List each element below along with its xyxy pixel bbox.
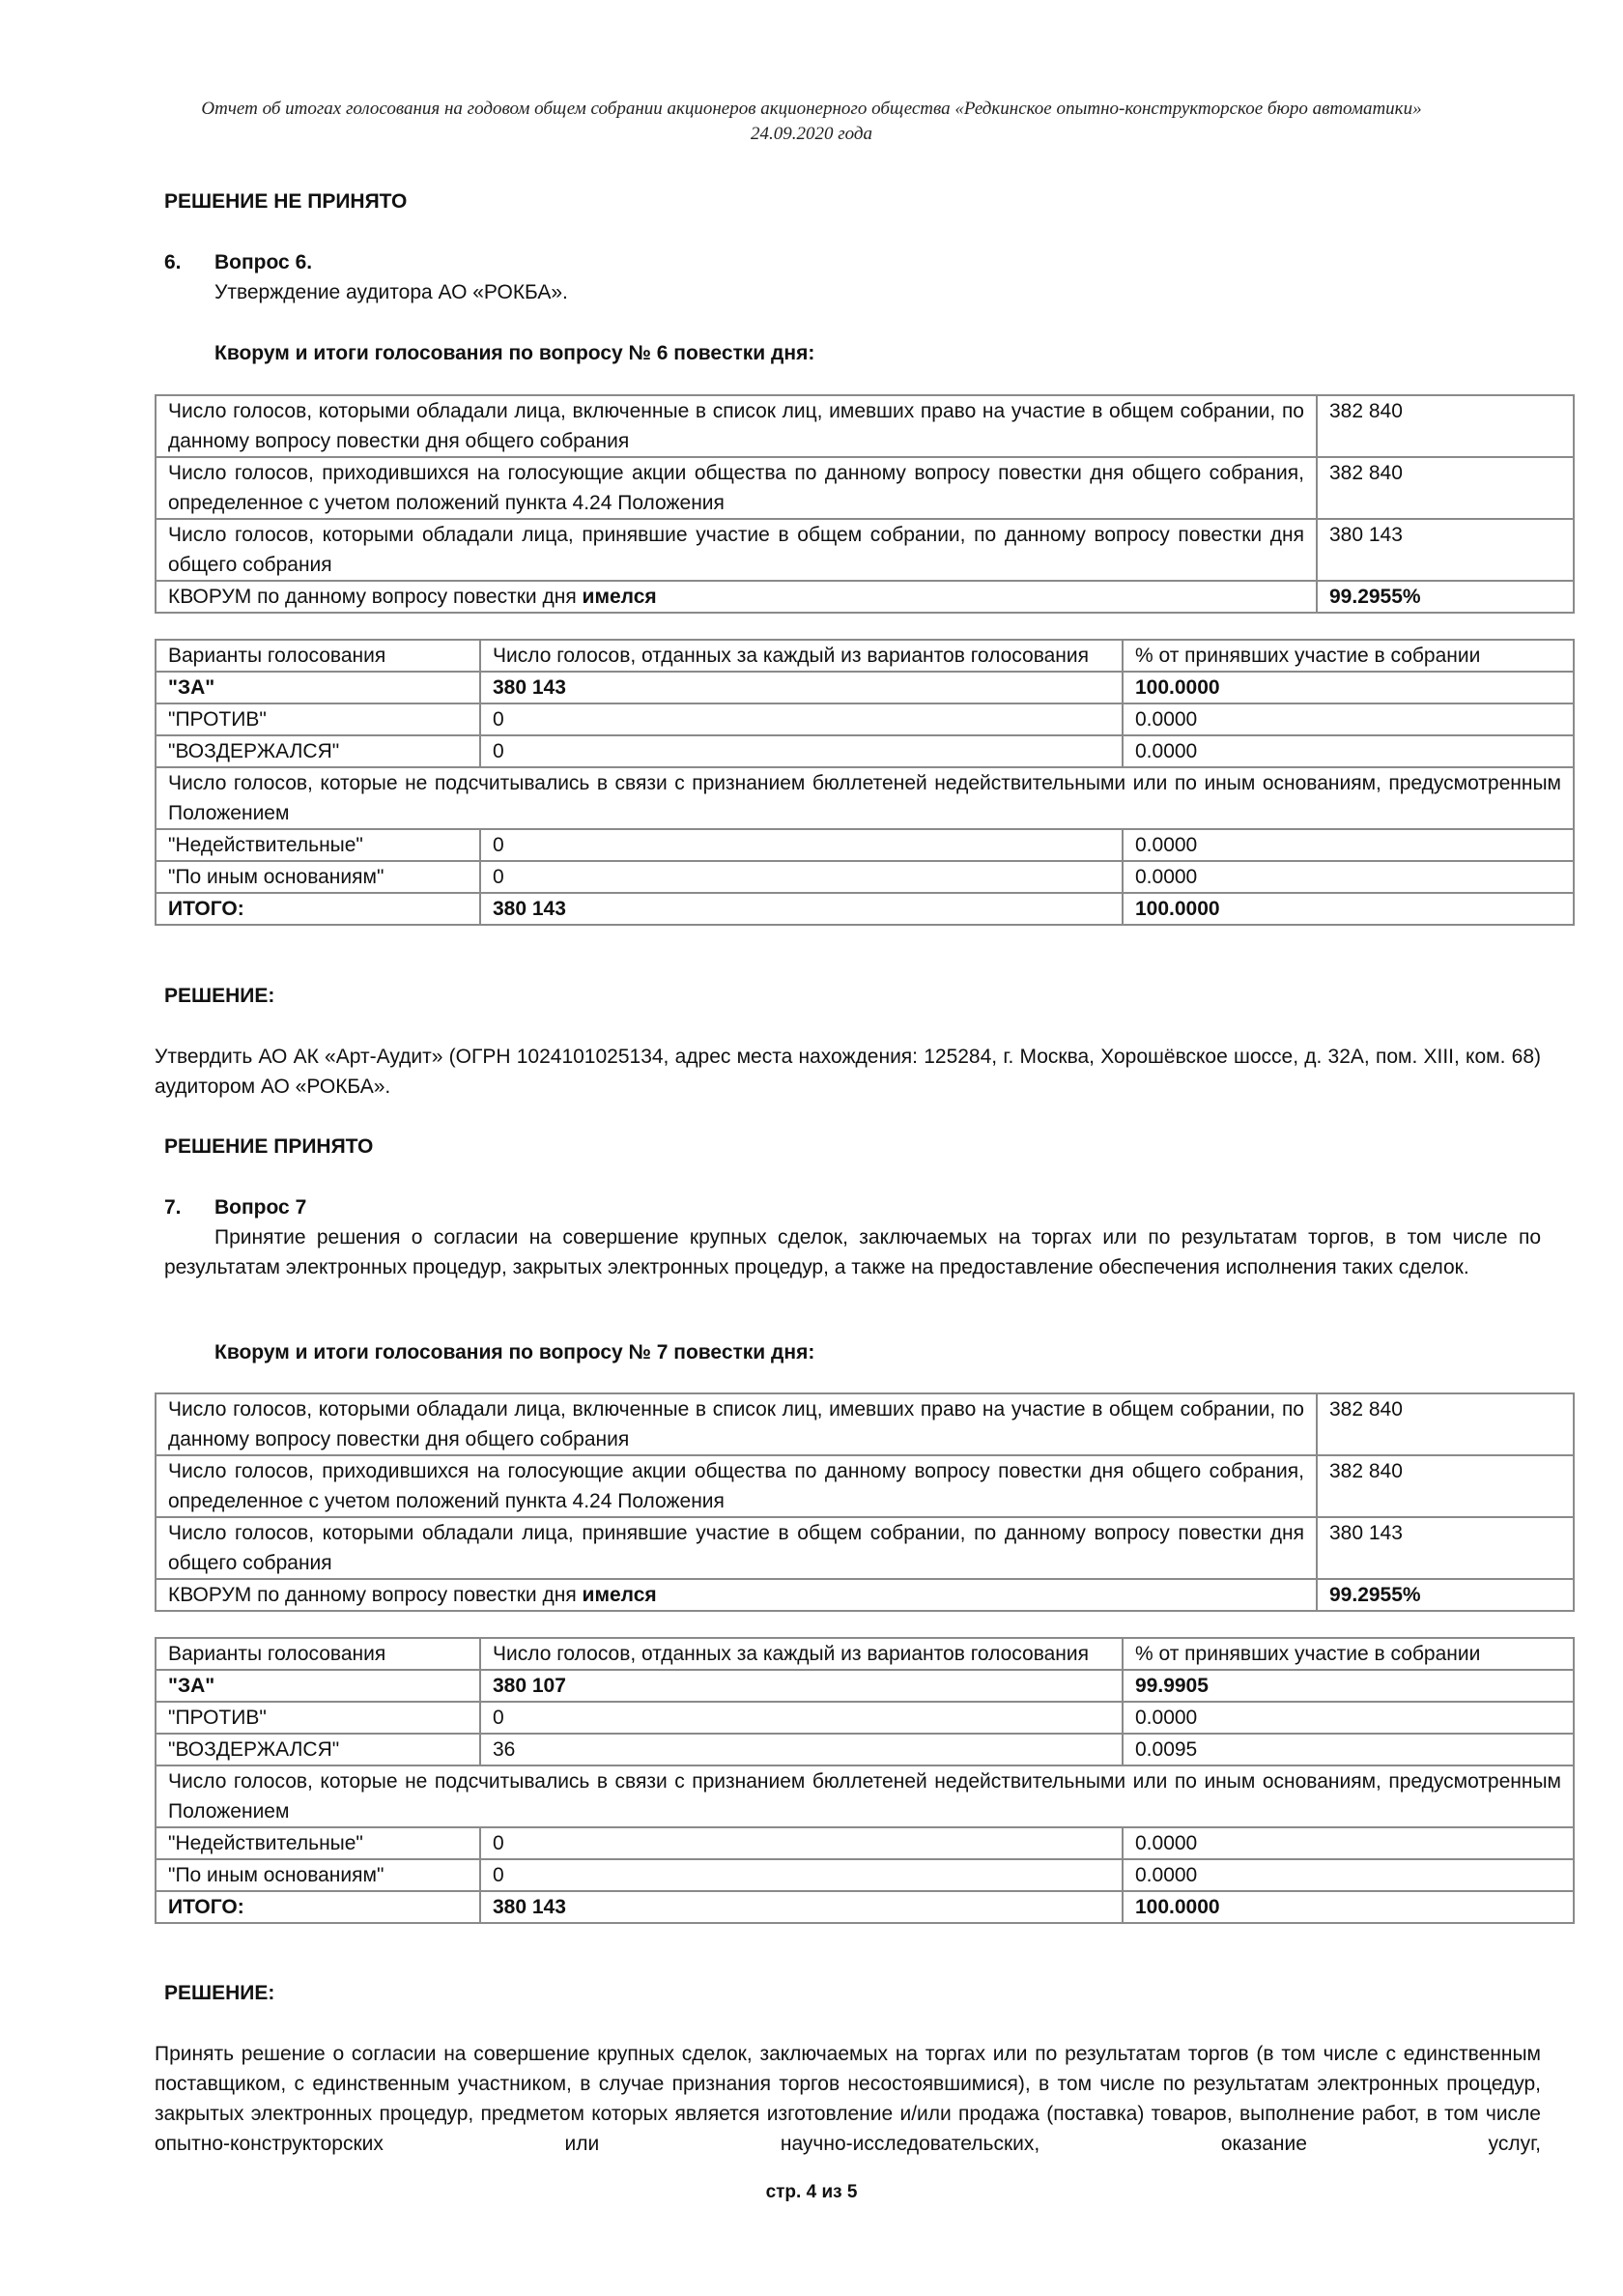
table-row [156, 1827, 1574, 1859]
q7-number: 7. [164, 1196, 182, 1219]
uncounted-note: Число голосов, которые не подсчитывались в связи с признанием бюллетеней недействительными или по иным основаниям, предусмотренным Положением [156, 1765, 1574, 1827]
vote-count: 0 [480, 735, 1123, 767]
vote-option: "ЗА" [156, 672, 480, 703]
quorum-value: 380 143 [1317, 1517, 1574, 1579]
vote-percent: 0.0000 [1123, 1827, 1574, 1859]
vote-option: "Недействительные" [156, 829, 480, 861]
quorum-value: 382 840 [1317, 1455, 1574, 1517]
table-row [156, 1393, 1574, 1455]
table-row [156, 735, 1574, 767]
vote-count: 0 [480, 703, 1123, 735]
vote-option: "По иным основаниям" [156, 861, 480, 893]
vote-count: 0 [480, 1702, 1123, 1734]
table-row [156, 1765, 1574, 1827]
previous-result: РЕШЕНИЕ НЕ ПРИНЯТО [164, 190, 408, 213]
q6-quorum-heading: Кворум и итоги голосования по вопросу № 6 повестки дня: [214, 342, 815, 364]
vote-option: "ПРОТИВ" [156, 1702, 480, 1734]
vote-percent: 0.0000 [1123, 735, 1574, 767]
quorum-label: Число голосов, которыми обладали лица, включенные в список лиц, имевших право на участие в общем собрании, по данному вопросу повестки дня общего собрания [156, 1393, 1317, 1455]
quorum-label: Число голосов, которыми обладали лица, включенные в список лиц, имевших право на участие в общем собрании, по данному вопросу повестки дня общего собрания [156, 395, 1317, 457]
uncounted-note: Число голосов, которые не подсчитывались в связи с признанием бюллетеней недействительными или по иным основаниям, предусмотренным Положением [156, 767, 1574, 829]
page-header [145, 97, 1478, 147]
total-label: ИТОГО: [156, 893, 480, 925]
vote-percent: 0.0000 [1123, 1702, 1574, 1734]
vote-option: "Недействительные" [156, 1827, 480, 1859]
q7-title: Вопрос 7 [214, 1196, 307, 1219]
q7-votes-table [155, 1637, 1575, 1924]
table-row [156, 767, 1574, 829]
vote-option: "ВОЗДЕРЖАЛСЯ" [156, 735, 480, 767]
header-cell: Число голосов, отданных за каждый из вариантов голосования [480, 640, 1123, 672]
q6-quorum-table [155, 394, 1575, 614]
table-row [156, 1859, 1574, 1891]
q6-text: Утверждение аудитора АО «РОКБА». [214, 281, 568, 303]
q7-decision-text: Принять решение о согласии на совершение крупных сделок, заключаемых на торгах или по результатам торгов (в том числе с единственным поставщиком, с единственным участником, в случае признания торгов несостоявшимися), в том числе по результатам электронных процедур, закрытых электронных процедур, предметом которых является изготовление и/или продажа (поставка) товаров, выполнение работ, в том числе опытно-конструкторских или научно-исследовательских, оказание услуг, [155, 2043, 1541, 2155]
table-row [156, 1455, 1574, 1517]
table-row [156, 1734, 1574, 1765]
vote-percent: 0.0000 [1123, 829, 1574, 861]
table-total-row [156, 893, 1574, 925]
header-title: Отчет об итогах голосования на годовом общем собрании акционеров акционерного общества «Редкинское опытно-конструкторское бюро автоматики» [201, 99, 1422, 119]
quorum-label: Число голосов, приходившихся на голосующие акции общества по данному вопросу повестки дня общего собрания, определенное с учетом положений пункта 4.24 Положения [156, 457, 1317, 519]
q7-quorum-heading: Кворум и итоги голосования по вопросу № 7 повестки дня: [214, 1341, 815, 1363]
vote-percent: 99.9905 [1123, 1670, 1574, 1702]
table-row [156, 703, 1574, 735]
quorum-label: Число голосов, приходившихся на голосующие акции общества по данному вопросу повестки дня общего собрания, определенное с учетом положений пункта 4.24 Положения [156, 1455, 1317, 1517]
vote-count: 0 [480, 1859, 1123, 1891]
vote-count: 380 107 [480, 1670, 1123, 1702]
header-cell: Варианты голосования [156, 1638, 480, 1670]
header-cell: % от принявших участие в собрании [1123, 1638, 1574, 1670]
quorum-label: Число голосов, которыми обладали лица, принявшие участие в общем собрании, по данному вопросу повестки дня общего собрания [156, 1517, 1317, 1579]
table-row [156, 1579, 1574, 1611]
vote-count: 36 [480, 1734, 1123, 1765]
vote-count: 0 [480, 829, 1123, 861]
vote-percent: 100.0000 [1123, 672, 1574, 703]
table-row [156, 829, 1574, 861]
quorum-summary-label: КВОРУМ по данному вопросу повестки дня имелся [156, 581, 1317, 613]
total-count: 380 143 [480, 893, 1123, 925]
table-row [156, 1670, 1574, 1702]
table-total-row [156, 1891, 1574, 1923]
table-row [156, 1702, 1574, 1734]
quorum-value: 382 840 [1317, 395, 1574, 457]
vote-percent: 0.0000 [1123, 703, 1574, 735]
table-row [156, 519, 1574, 581]
q6-decision-text: Утвердить АО АК «Арт-Аудит» (ОГРН 1024101025134, адрес места нахождения: 125284, г. Москва, Хорошёвское шоссе, д. 32А, пом. XIII, ком. 68) аудитором АО «РОКБА». [155, 1046, 1541, 1098]
table-row [156, 672, 1574, 703]
total-count: 380 143 [480, 1891, 1123, 1923]
q6-title: Вопрос 6. [214, 251, 313, 273]
q7-quorum-table [155, 1392, 1575, 1612]
vote-percent: 0.0095 [1123, 1734, 1574, 1765]
vote-count: 0 [480, 861, 1123, 893]
quorum-value: 380 143 [1317, 519, 1574, 581]
table-row [156, 457, 1574, 519]
q7-decision-heading: РЕШЕНИЕ: [164, 1982, 275, 2004]
vote-percent: 0.0000 [1123, 1859, 1574, 1891]
header-cell: % от принявших участие в собрании [1123, 640, 1574, 672]
q6-decision-heading: РЕШЕНИЕ: [164, 985, 275, 1007]
page-number: стр. 4 из 5 [765, 2182, 858, 2202]
header-cell: Варианты голосования [156, 640, 480, 672]
quorum-value: 382 840 [1317, 1393, 1574, 1455]
header-date: 24.09.2020 года [750, 124, 873, 144]
table-row [156, 581, 1574, 613]
quorum-percent: 99.2955% [1317, 1579, 1574, 1611]
total-percent: 100.0000 [1123, 893, 1574, 925]
q6-result: РЕШЕНИЕ ПРИНЯТО [164, 1135, 374, 1158]
table-row [156, 1517, 1574, 1579]
total-label: ИТОГО: [156, 1891, 480, 1923]
vote-option: "ВОЗДЕРЖАЛСЯ" [156, 1734, 480, 1765]
vote-percent: 0.0000 [1123, 861, 1574, 893]
vote-option: "ЗА" [156, 1670, 480, 1702]
table-header-row [156, 1638, 1574, 1670]
quorum-summary-label: КВОРУМ по данному вопросу повестки дня имелся [156, 1579, 1317, 1611]
vote-option: "По иным основаниям" [156, 1859, 480, 1891]
vote-option: "ПРОТИВ" [156, 703, 480, 735]
table-row [156, 395, 1574, 457]
quorum-label: Число голосов, которыми обладали лица, принявшие участие в общем собрании, по данному вопросу повестки дня общего собрания [156, 519, 1317, 581]
vote-count: 380 143 [480, 672, 1123, 703]
vote-count: 0 [480, 1827, 1123, 1859]
table-header-row [156, 640, 1574, 672]
total-percent: 100.0000 [1123, 1891, 1574, 1923]
table-row [156, 861, 1574, 893]
q6-number: 6. [164, 251, 182, 273]
quorum-percent: 99.2955% [1317, 581, 1574, 613]
header-cell: Число голосов, отданных за каждый из вариантов голосования [480, 1638, 1123, 1670]
q6-votes-table [155, 639, 1575, 926]
q7-text: Принятие решения о согласии на совершение крупных сделок, заключаемых на торгах или по результатам торгов, в том числе по результатам электронных процедур, закрытых электронных процедур, а также на предоставление обеспечения исполнения таких сделок. [164, 1226, 1541, 1278]
quorum-value: 382 840 [1317, 457, 1574, 519]
